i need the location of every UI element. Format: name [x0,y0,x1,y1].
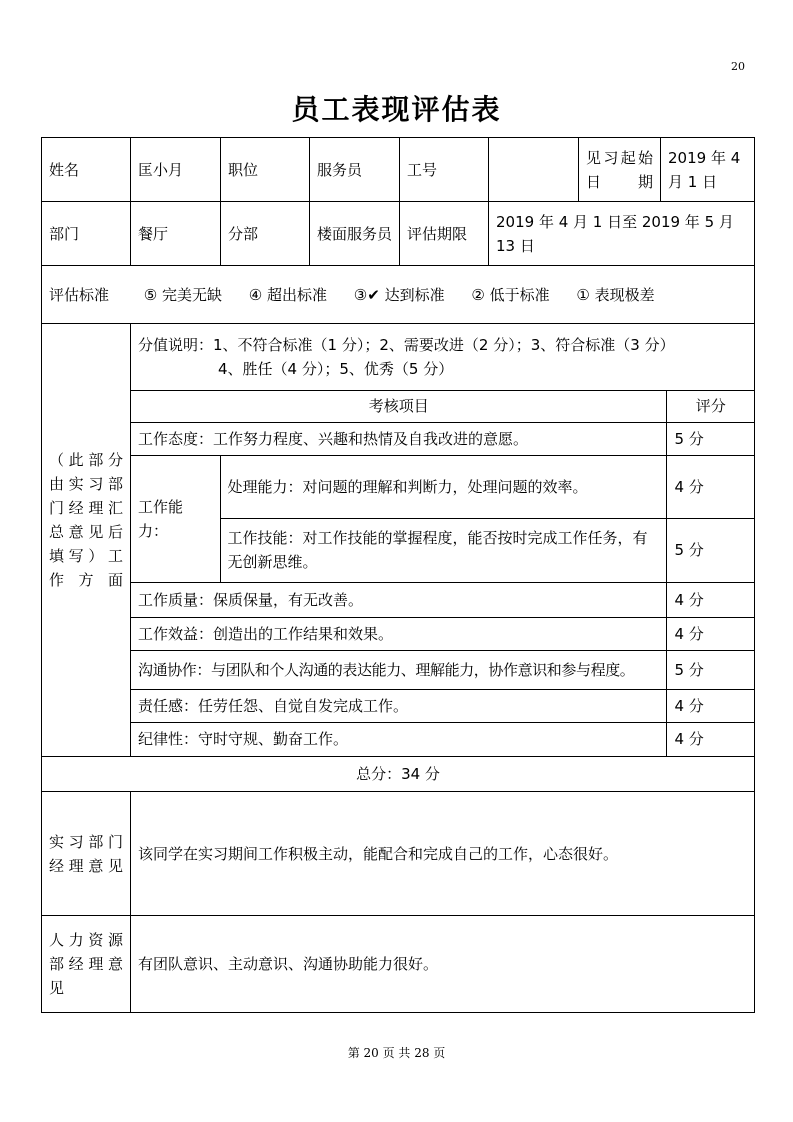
page-number-top: 20 [731,60,745,73]
department-label: 部门 [42,202,131,266]
employee-id-label: 工号 [400,138,489,202]
total-row [42,757,755,792]
item-row-communication [131,650,754,689]
item-processing: 处理能力：对问题的理解和判断力，处理问题的效率。 [220,455,667,518]
period-value: 2019 年 4 月 1 日至 2019 年 5 月 13 日 [489,202,755,266]
score-efficiency: 4 分 [667,617,754,650]
employee-id-value [489,138,579,202]
header-score: 评分 [667,390,754,422]
item-row-efficiency [131,617,754,650]
standard-4: ④ 超出标准 [248,285,328,304]
standard-5: ⑤ 完美无缺 [143,285,223,304]
manager-opinion-text: 该同学在实习期间工作积极主动，能配合和完成自己的工作，心态很好。 [131,792,755,916]
hr-opinion-label: 人力资源部经理意见 [42,916,131,1013]
work-section-row [42,324,755,757]
period-label: 评估期限 [400,202,489,266]
name-value: 匡小月 [131,138,221,202]
standards-cell [42,266,755,324]
work-items-table [131,324,754,756]
standard-3-checked: ③✔ 达到标准 [353,285,445,304]
basic-info-row-2 [42,202,755,266]
item-row-attitude [131,422,754,455]
score-skill: 5 分 [667,518,754,582]
total-score: 总分：34 分 [42,757,755,792]
header-item: 考核项目 [131,390,667,422]
branch-label: 分部 [221,202,310,266]
page-title: 员工表现评估表 [291,93,502,126]
position-label: 职位 [221,138,310,202]
item-quality: 工作质量：保质保量，有无改善。 [131,582,667,617]
score-communication: 5 分 [667,650,754,689]
item-attitude: 工作态度：工作努力程度、兴趣和热情及自我改进的意愿。 [131,422,667,455]
position-value: 服务员 [310,138,400,202]
items-header-row [131,390,754,422]
score-responsibility: 4 分 [667,689,754,722]
hr-opinion-row [42,916,755,1013]
manager-opinion-row [42,792,755,916]
score-note-line-2: 4、胜任（4 分）；5、优秀（5 分） [218,359,454,378]
start-date-label: 见习起始日期 [579,138,661,202]
standard-1: ① 表现极差 [576,285,655,304]
item-communication: 沟通协作：与团队和个人沟通的表达能力、理解能力，协作意识和参与程度。 [131,650,667,689]
work-section-side-label: （此部分由实习部门经理汇总意见后填写）工作方面 [42,324,131,757]
item-discipline: 纪律性：守时守规、勤奋工作。 [131,722,667,756]
score-note [131,324,754,390]
evaluation-table [41,137,755,1013]
item-skill: 工作技能：对工作技能的掌握程度，能否按时完成工作任务，有无创新思维。 [220,518,667,582]
item-row-responsibility [131,689,754,722]
manager-opinion-label: 实习部门经理意见 [42,792,131,916]
name-label: 姓名 [42,138,131,202]
basic-info-row-1 [42,138,755,202]
item-responsibility: 责任感：任劳任怨、自觉自发完成工作。 [131,689,667,722]
score-note-line-1: 分值说明：1、不符合标准（1 分）；2、需要改进（2 分）；3、符合标准（3 分） [138,335,675,354]
start-date-value: 2019 年 4 月 1 日 [661,138,755,202]
score-discipline: 4 分 [667,722,754,756]
standard-2: ② 低于标准 [471,285,550,304]
standards-row [42,266,755,324]
hr-opinion-text: 有团队意识、主动意识、沟通协助能力很好。 [131,916,755,1013]
item-efficiency: 工作效益：创造出的工作结果和效果。 [131,617,667,650]
standards-label: 评估标准 [49,285,110,304]
item-row-quality [131,582,754,617]
score-note-row [131,324,754,390]
branch-value: 楼面服务员 [310,202,400,266]
department-value: 餐厅 [131,202,221,266]
item-row-processing [131,455,754,518]
ability-label: 工作能力： [131,455,220,582]
score-quality: 4 分 [667,582,754,617]
score-processing: 4 分 [667,455,754,518]
score-attitude: 5 分 [667,422,754,455]
item-row-skill [131,518,754,582]
page-footer: 第 20 页 共 28 页 [347,1046,446,1060]
item-row-discipline [131,722,754,756]
work-section-cell [131,324,755,757]
